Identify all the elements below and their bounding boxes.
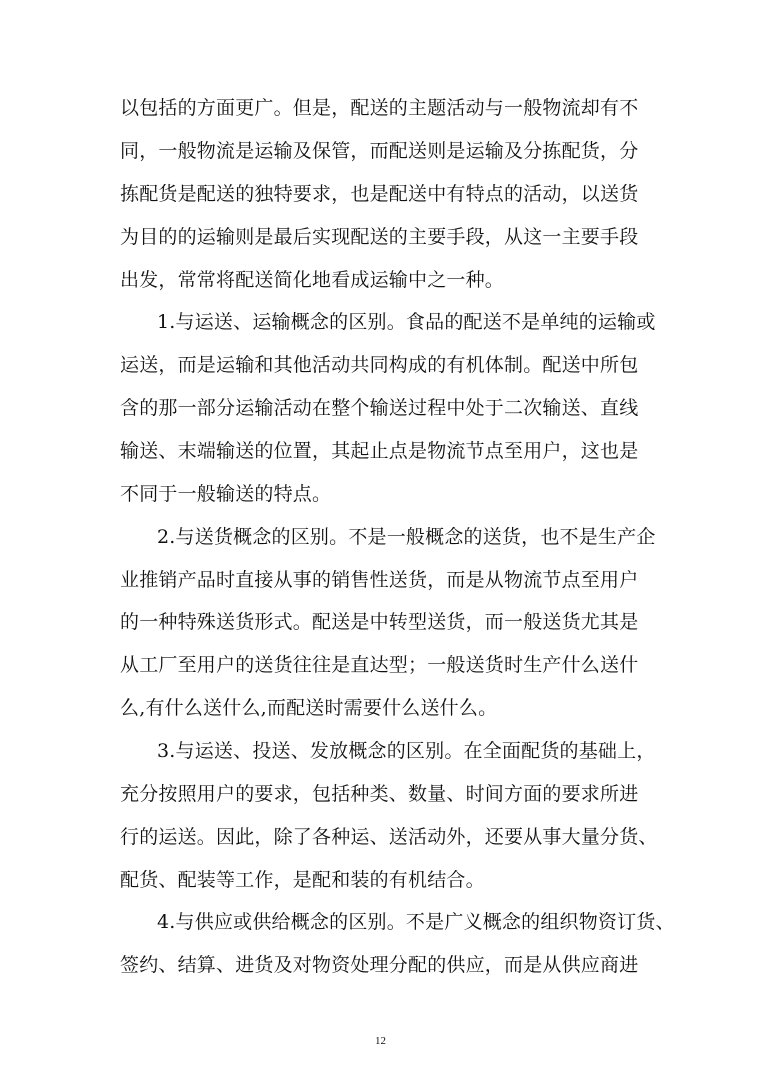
paragraph-2-first-line: 2.与送货概念的区别。不是一般概念的送货，也不是生产企 — [157, 526, 656, 548]
paragraph-4-first-line: 4.与供应或供给概念的区别。不是广义概念的组织物资订货、 — [157, 911, 675, 933]
page-number: 12 — [375, 1035, 386, 1047]
paragraph-3-first-line: 3.与运送、投送、发放概念的区别。在全面配货的基础上， — [157, 740, 656, 762]
text-line: 拣配货是配送的独特要求，也是配送中有特点的活动，以送货 — [120, 183, 639, 205]
text-line: 同，一般物流是运输及保管，而配送则是运输及分拣配货，分 — [120, 140, 639, 162]
text-line: 充分按照用户的要求，包括种类、数量、时间方面的要求所进 — [120, 783, 639, 805]
text-line: 运送，而是运输和其他活动共同构成的有机体制。配送中所包 — [120, 354, 639, 376]
text-line: 出发，常常将配送简化地看成运输中之一种。 — [120, 269, 505, 291]
text-line: 的一种特殊送货形式。配送是中转型送货，而一般送货尤其是 — [120, 611, 639, 633]
text-line: 为目的的运输则是最后实现配送的主要手段，从这一主要手段 — [120, 226, 639, 248]
text-line: 不同于一般输送的特点。 — [120, 483, 332, 505]
text-line: 签约、结算、进货及对物资处理分配的供应，而是从供应商进 — [120, 954, 639, 976]
text-line: 配货、配装等工作，是配和装的有机结合。 — [120, 869, 485, 891]
text-line: 输送、末端输送的位置，其起止点是物流节点至用户，这也是 — [120, 440, 639, 462]
text-line: 以包括的方面更广。但是，配送的主题活动与一般物流却有不 — [120, 97, 639, 119]
text-line: 业推销产品时直接从事的销售性送货，而是从物流节点至用户 — [120, 569, 639, 591]
paragraph-1-first-line: 1.与运送、运输概念的区别。食品的配送不是单纯的运输或 — [157, 311, 656, 333]
text-line: 含的那一部分运输活动在整个输送过程中处于二次输送、直线 — [120, 397, 639, 419]
text-line: 行的运送。因此，除了各种运、送活动外，还要从事大量分货、 — [120, 826, 658, 848]
text-line: 么,有什么送什么,而配送时需要什么送什么。 — [120, 697, 498, 719]
text-line: 从工厂至用户的送货往往是直达型；一般送货时生产什么送什 — [120, 654, 639, 676]
